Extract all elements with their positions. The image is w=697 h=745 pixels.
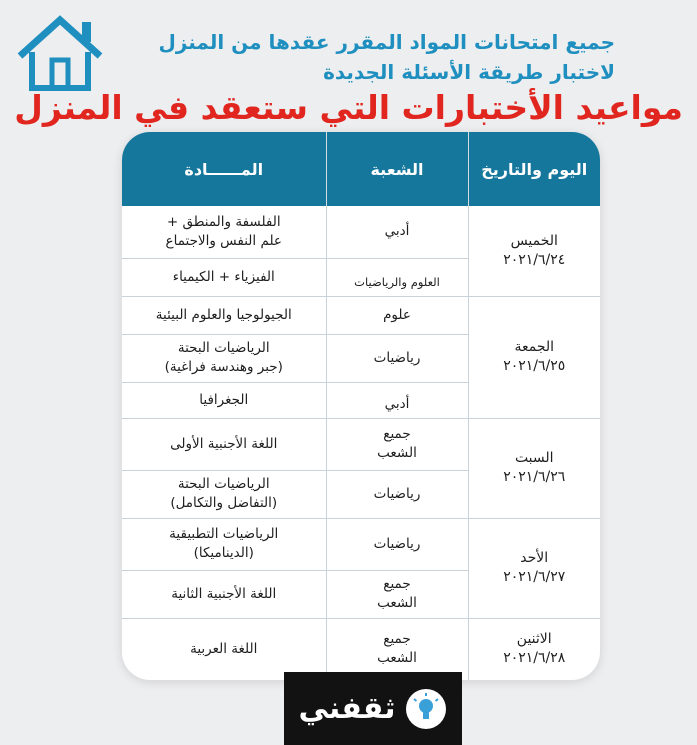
subject-line: (الديناميكا) — [193, 545, 254, 561]
table-header-row — [122, 132, 600, 206]
day-date: ٢٠٢١/٦/٢٤ — [503, 251, 566, 268]
page-title: مواعيد الأختبارات التي ستعقد في المنزل — [14, 88, 683, 127]
branch-line: الشعب — [377, 445, 417, 461]
subject-line: علم النفس والاجتماع — [165, 232, 282, 249]
branch-cell: رياضيات — [326, 470, 468, 518]
subject-cell: الفيزياء + الكيمياء — [122, 258, 326, 296]
day-cell — [468, 518, 600, 618]
day-name: الأحد — [520, 550, 549, 566]
subject-cell: اللغة الأجنبية الأولى — [122, 418, 326, 470]
day-date: ٢٠٢١/٦/٢٨ — [503, 650, 566, 667]
branch-cell: أدبي — [326, 206, 468, 258]
branch-cell — [326, 618, 468, 680]
lightbulb-icon — [404, 687, 448, 731]
house-icon — [14, 14, 106, 94]
brand-logo-text: ثقفني — [298, 691, 396, 726]
exam-schedule-table — [122, 132, 600, 680]
table-row — [122, 206, 600, 258]
branch-cell — [326, 570, 468, 618]
branch-cell: العلوم والرياضيات — [326, 258, 468, 296]
table-row — [122, 296, 600, 334]
header-subtitle-line2: لاختبار طريقة الأسئلة الجديدة — [323, 60, 615, 84]
day-cell — [468, 296, 600, 418]
brand-logo — [284, 672, 462, 745]
table-row — [122, 418, 600, 470]
subject-line: (التفاضل والتكامل) — [170, 495, 278, 511]
branch-cell: علوم — [326, 296, 468, 334]
subject-line: الفلسفة والمنطق + — [166, 213, 281, 230]
branch-cell — [326, 418, 468, 470]
branch-cell: أدبي — [326, 382, 468, 418]
day-cell — [468, 418, 600, 518]
subject-line: (جبر وهندسة فراغية) — [164, 359, 283, 375]
branch-line: جميع — [383, 631, 411, 648]
table-row — [122, 518, 600, 570]
day-name: السبت — [514, 450, 554, 466]
subject-cell: الجغرافيا — [122, 382, 326, 418]
subject-line: الرياضيات البحتة — [177, 476, 270, 492]
day-cell — [468, 618, 600, 680]
table-row — [122, 618, 600, 680]
subject-cell: اللغة الأجنبية الثانية — [122, 570, 326, 618]
subject-cell: اللغة العربية — [190, 640, 258, 657]
header-subject: المــــــادة — [122, 132, 326, 206]
day-name: الخميس — [510, 232, 558, 249]
subject-cell — [122, 334, 326, 382]
subject-cell — [122, 206, 326, 258]
day-name: الاثنين — [516, 631, 552, 648]
branch-line: جميع — [383, 426, 411, 442]
subject-cell — [122, 470, 326, 518]
schedule-card — [122, 132, 600, 680]
subject-line: الرياضيات البحتة — [177, 340, 270, 356]
subject-cell: الجيولوجيا والعلوم البيئية — [122, 296, 326, 334]
day-name: الجمعة — [514, 339, 555, 355]
header-subtitle-line1: جميع امتحانات المواد المقرر عقدها من المنزل — [158, 30, 615, 54]
header-branch: الشعبة — [326, 132, 468, 206]
branch-line: جميع — [383, 576, 411, 592]
day-date: ٢٠٢١/٦/٢٥ — [503, 358, 566, 374]
day-date: ٢٠٢١/٦/٢٦ — [503, 469, 566, 485]
day-cell — [468, 206, 600, 296]
branch-line: الشعب — [377, 650, 417, 667]
subject-line: الرياضيات التطبيقية — [169, 526, 279, 542]
branch-cell: رياضيات — [326, 518, 468, 570]
header-day-date: اليوم والتاريخ — [468, 132, 600, 206]
branch-cell: رياضيات — [326, 334, 468, 382]
subject-cell — [122, 518, 326, 570]
day-date: ٢٠٢١/٦/٢٧ — [503, 569, 566, 585]
branch-line: الشعب — [377, 595, 417, 611]
